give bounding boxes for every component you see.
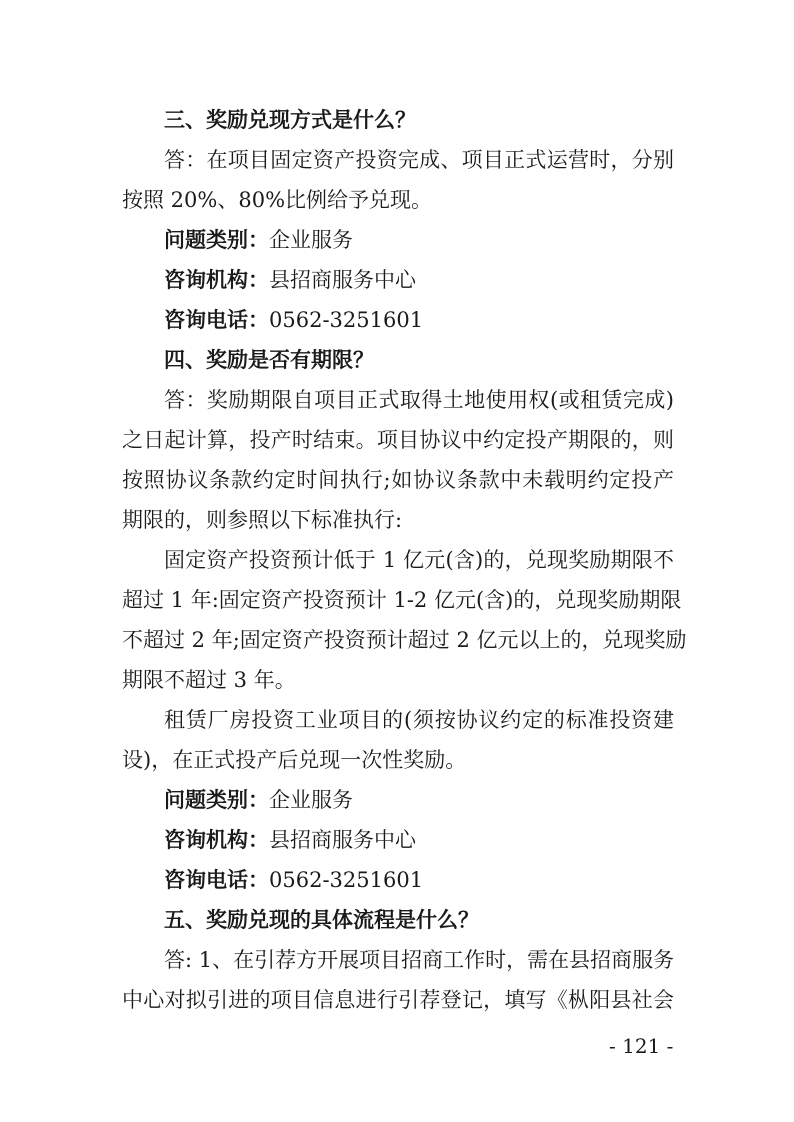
answer-text: 按照协议条款约定时间执行;如协议条款中未载明约定投产 bbox=[122, 468, 674, 492]
answer-text: 固定资产投资预计低于 1 亿元(含)的，兑现奖励期限不 bbox=[164, 548, 674, 572]
category-label: 问题类别： bbox=[164, 787, 269, 812]
answer-text: 按照 20%、80%比例给予兑现。 bbox=[122, 188, 433, 212]
phone-value: 0562-3251601 bbox=[269, 308, 424, 332]
agency-value: 县招商服务中心 bbox=[269, 828, 416, 852]
answer-text: 设)，在正式投产后兑现一次性奖励。 bbox=[122, 748, 467, 772]
answer-text: 期限的，则参照以下标准执行: bbox=[122, 508, 403, 532]
answer-text: 租赁厂房投资工业项目的(须按协议约定的标准投资建 bbox=[164, 708, 674, 732]
phone-label: 咨询电话： bbox=[164, 867, 269, 892]
consulting-phone bbox=[122, 300, 674, 340]
category-label: 问题类别： bbox=[164, 227, 269, 252]
section-heading-5: 五、奖励兑现的具体流程是什么？ bbox=[164, 907, 479, 932]
agency-label: 咨询机构： bbox=[164, 827, 269, 852]
phone-value: 0562-3251601 bbox=[269, 868, 424, 892]
section-heading-3: 三、奖励兑现方式是什么？ bbox=[164, 107, 416, 132]
page-content bbox=[122, 100, 687, 1020]
section-heading-4: 四、奖励是否有期限？ bbox=[164, 347, 374, 372]
question-category bbox=[122, 220, 674, 260]
answer-text: 答: 1、在引荐方开展项目招商工作时，需在县招商服务 bbox=[164, 948, 675, 972]
category-value: 企业服务 bbox=[269, 228, 353, 252]
question-category bbox=[122, 780, 674, 820]
answer-text: 之日起计算，投产时结束。项目协议中约定投产期限的，则 bbox=[122, 428, 674, 452]
answer-text: 中心对拟引进的项目信息进行引荐登记，填写《枞阳县社会 bbox=[122, 988, 674, 1012]
agency-label: 咨询机构： bbox=[164, 267, 269, 292]
consulting-agency bbox=[122, 260, 674, 300]
answer-text: 答：在项目固定资产投资完成、项目正式运营时，分别 bbox=[164, 148, 674, 172]
category-value: 企业服务 bbox=[269, 788, 353, 812]
answer-text: 超过 1 年:固定资产投资预计 1-2 亿元(含)的，兑现奖励期限 bbox=[122, 588, 682, 612]
answer-text: 不超过 2 年;固定资产投资预计超过 2 亿元以上的，兑现奖励 bbox=[122, 628, 687, 652]
answer-text: 期限不超过 3 年。 bbox=[122, 668, 296, 692]
consulting-agency bbox=[122, 820, 674, 860]
page-number: - 121 - bbox=[609, 1034, 674, 1058]
phone-label: 咨询电话： bbox=[164, 307, 269, 332]
agency-value: 县招商服务中心 bbox=[269, 268, 416, 292]
consulting-phone bbox=[122, 860, 674, 900]
answer-text: 答：奖励期限自项目正式取得土地使用权(或租赁完成) bbox=[164, 388, 674, 412]
